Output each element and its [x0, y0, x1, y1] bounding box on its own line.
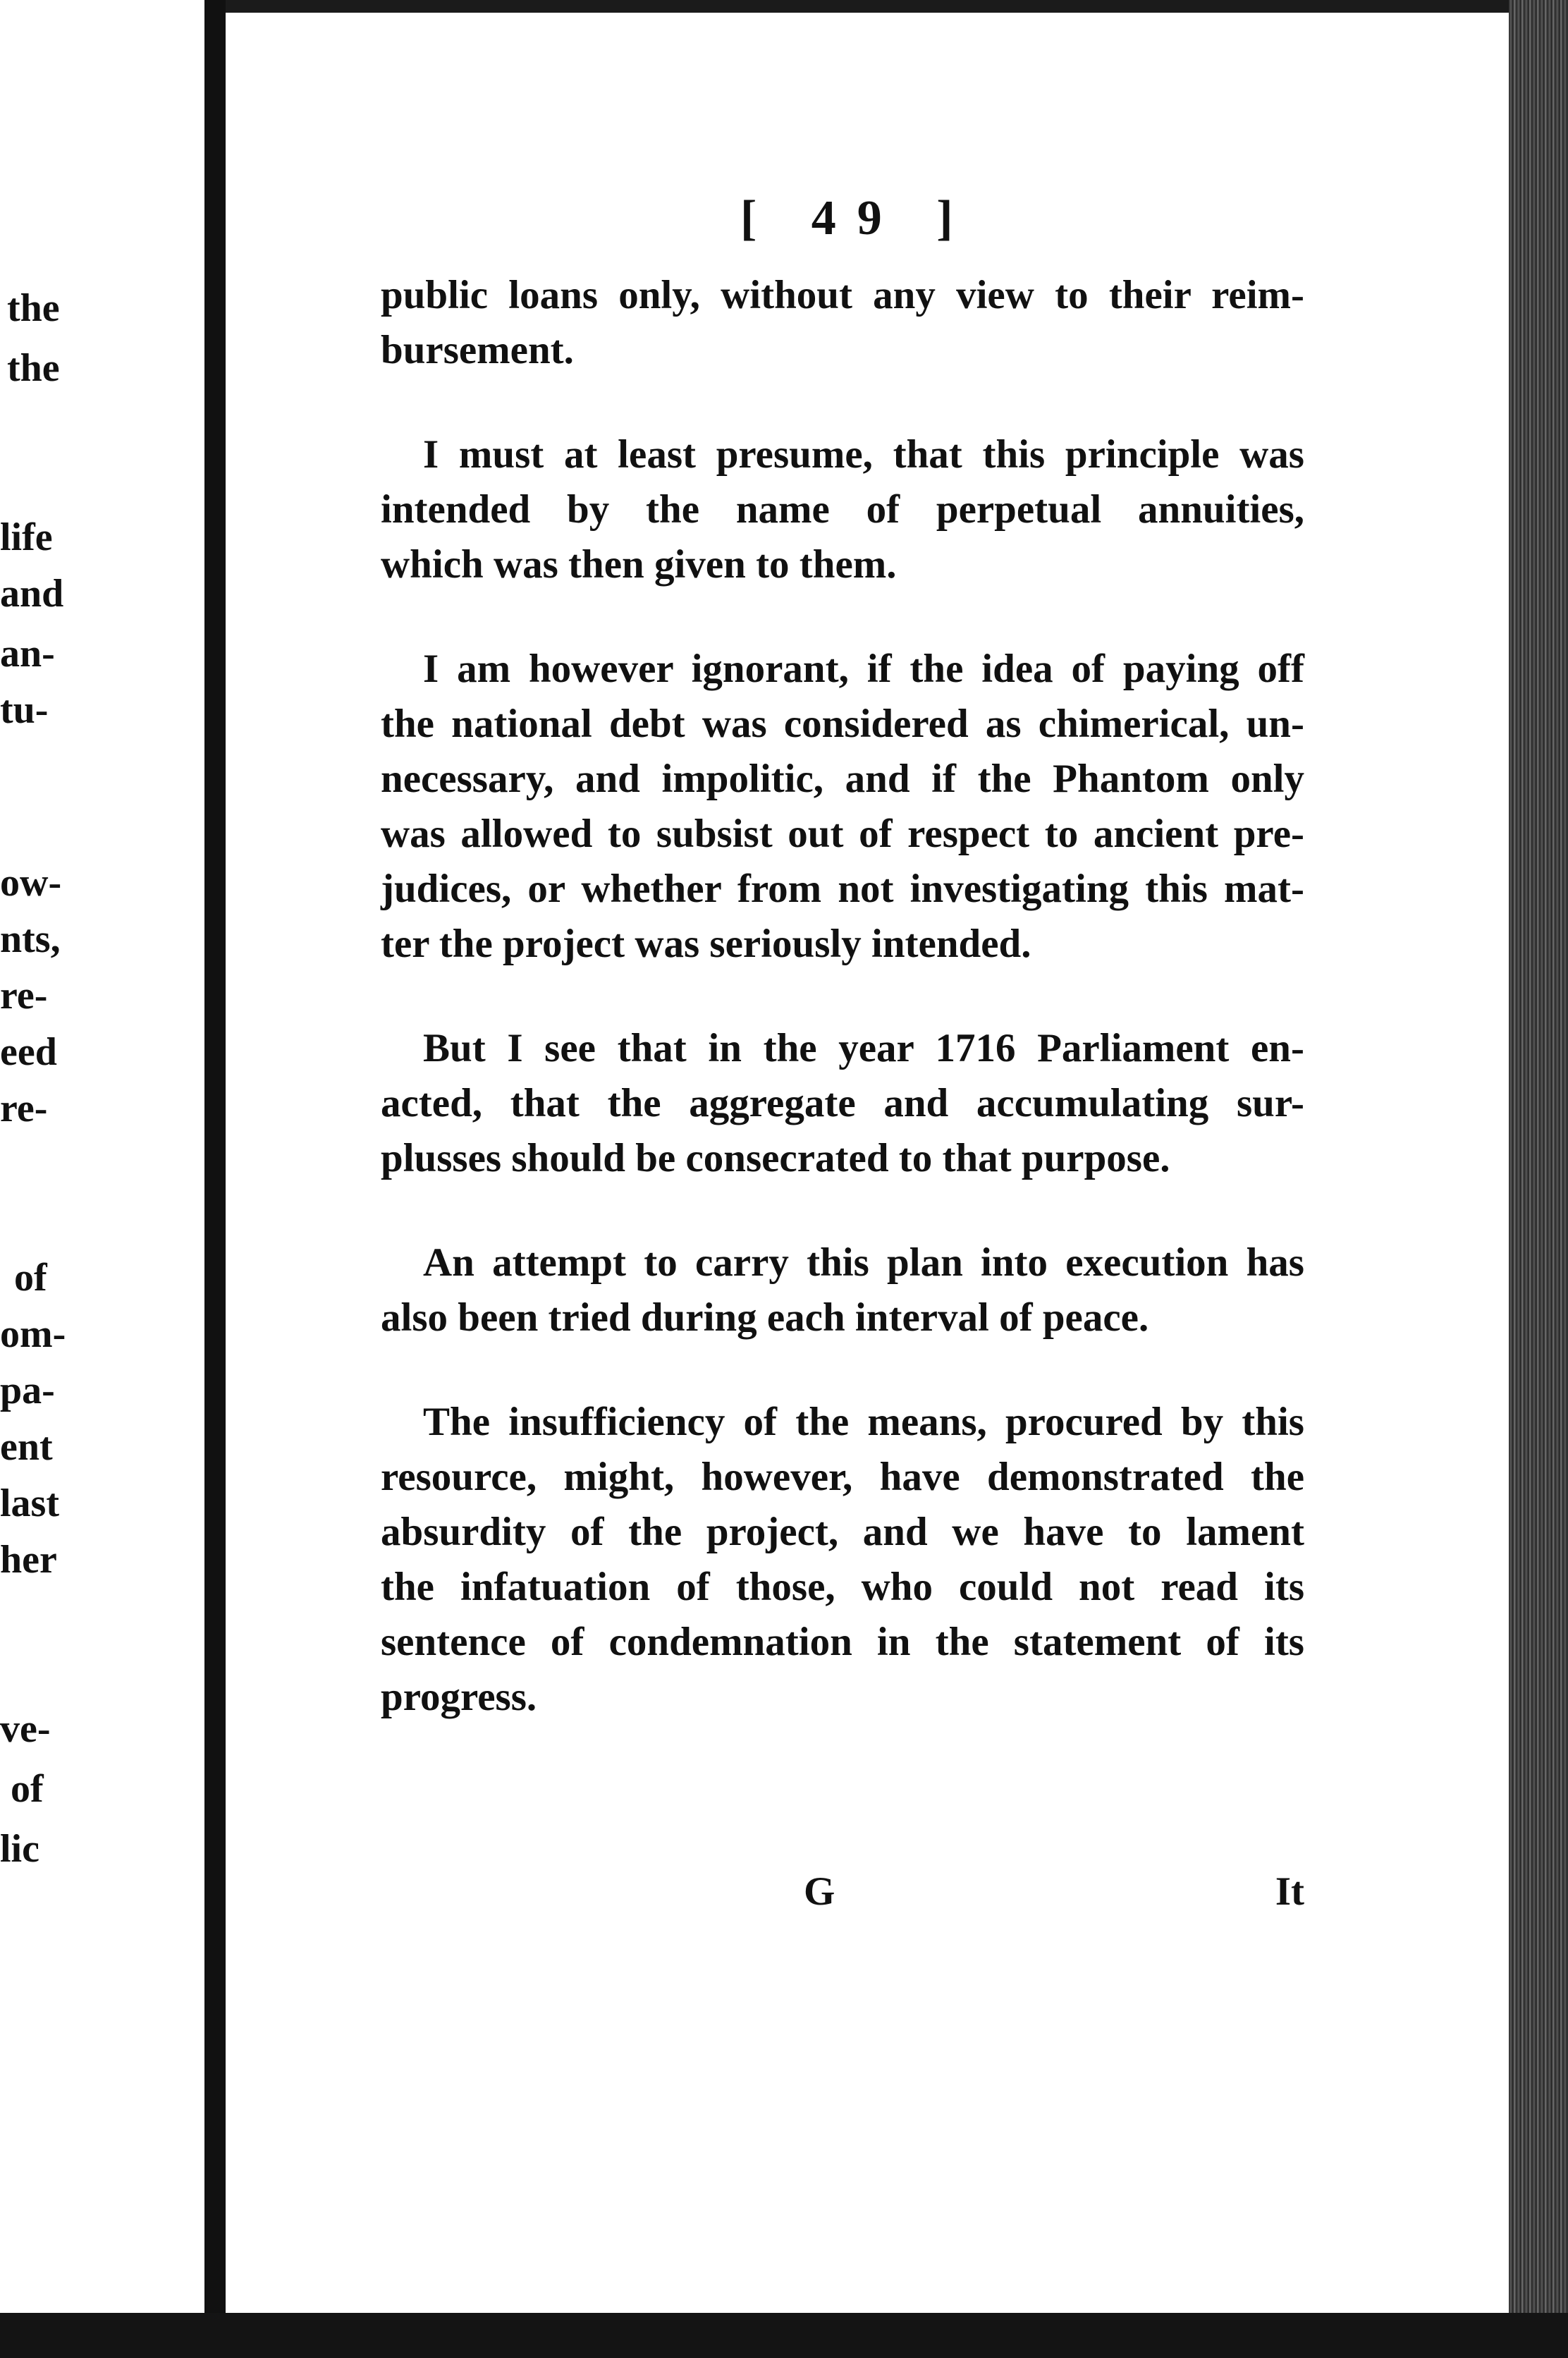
gutter-shadow [204, 0, 226, 2358]
text-line: I am however ignorant, if the idea of paying off [423, 647, 1304, 691]
facing-line-ending: of [11, 1767, 44, 1811]
text-line: necessary, and impolitic, and if the Phantom only [381, 757, 1304, 801]
text-line: plusses should be consecrated to that purpose. [381, 1136, 1170, 1180]
facing-line-ending: tu- [0, 688, 49, 732]
text-line: The insufficiency of the means, procured by this [423, 1400, 1304, 1444]
signature-mark: G [804, 1869, 835, 1914]
paragraph [381, 642, 1304, 972]
paragraph [381, 1235, 1304, 1345]
facing-page-text [0, 0, 204, 2320]
catchword: It [1275, 1869, 1304, 1914]
paragraph [381, 268, 1304, 378]
text-line: which was then given to them. [381, 542, 897, 587]
paragraph [381, 427, 1304, 592]
facing-line-ending: of [14, 1256, 47, 1300]
text-line: progress. [381, 1675, 537, 1719]
facing-line-ending: life [0, 515, 53, 559]
text-line: judices, or whether from not investigating this mat- [381, 867, 1304, 911]
scan-bottom-border [0, 2313, 1568, 2358]
page-body [381, 268, 1304, 1774]
facing-line-ending: the [7, 286, 60, 330]
facing-line-ending: om- [0, 1312, 66, 1356]
facing-line-ending: re- [0, 974, 48, 1018]
facing-line-ending: an- [0, 632, 55, 676]
facing-line-ending: eed [0, 1030, 57, 1074]
facing-line-ending: the [7, 346, 60, 390]
paragraph [381, 1021, 1304, 1186]
facing-line-ending: ow- [0, 861, 62, 905]
text-line: But I see that in the year 1716 Parliament en- [423, 1026, 1304, 1070]
text-line: I must at least presume, that this principle was [423, 432, 1304, 477]
page-footer [381, 1869, 1304, 1925]
page-number: [ 49 ] [740, 191, 974, 245]
text-line: bursement. [381, 328, 574, 372]
text-line: absurdity of the project, and we have to lament [381, 1510, 1304, 1554]
text-line: also been tried during each interval of peace. [381, 1295, 1149, 1340]
facing-line-ending: pa- [0, 1369, 55, 1412]
facing-line-ending: re- [0, 1087, 48, 1130]
facing-line-ending: last [0, 1482, 59, 1525]
text-line: An attempt to carry this plan into execution has [423, 1240, 1304, 1285]
paragraph [381, 1395, 1304, 1725]
facing-line-ending: ent [0, 1425, 53, 1469]
facing-line-ending: nts, [0, 917, 61, 961]
facing-line-ending: ve- [0, 1707, 51, 1751]
facing-line-ending: lic [0, 1827, 39, 1871]
page-block-edge [1509, 0, 1568, 2358]
text-line: resource, might, however, have demonstrated the [381, 1455, 1304, 1499]
text-line: intended by the name of perpetual annuities, [381, 487, 1304, 532]
facing-page-fragment [0, 0, 204, 2320]
text-line: sentence of condemnation in the statement of its [381, 1620, 1304, 1664]
text-line: was allowed to subsist out of respect to ancient pre- [381, 812, 1304, 856]
facing-line-ending: her [0, 1538, 57, 1582]
text-line: the infatuation of those, who could not read its [381, 1565, 1304, 1609]
text-line: acted, that the aggregate and accumulating sur- [381, 1081, 1304, 1125]
text-line: ter the project was seriously intended. [381, 922, 1031, 966]
text-line: the national debt was considered as chimerical, un- [381, 702, 1304, 746]
facing-line-ending: and [0, 572, 64, 616]
text-line: public loans only, without any view to their reim- [381, 273, 1304, 317]
